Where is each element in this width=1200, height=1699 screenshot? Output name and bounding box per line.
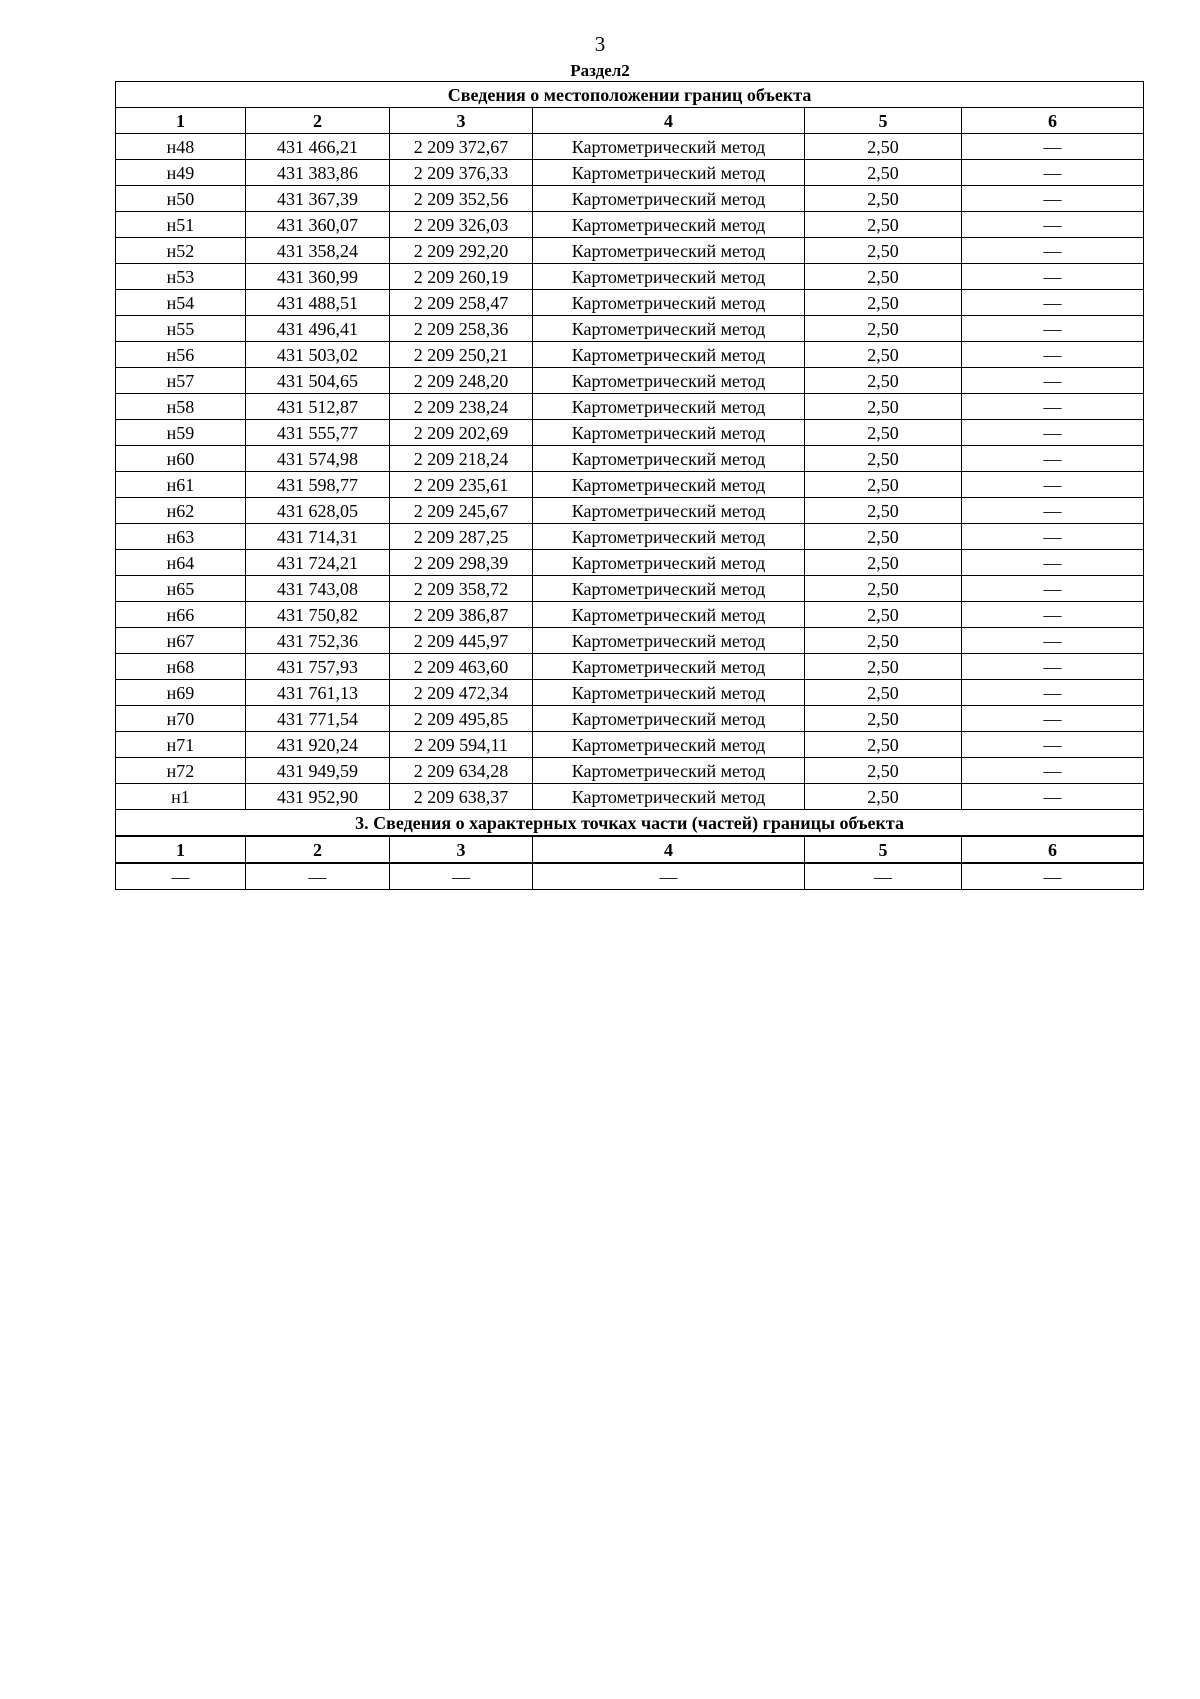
table-row-cell-6: — [962,758,1144,784]
table-row-cell-6: — [962,498,1144,524]
table-row [116,264,1144,290]
table-row-cell-4: Картометрический метод [533,602,805,628]
table2-row-cell-2: — [246,863,390,890]
table-row [116,680,1144,706]
table-row [116,420,1144,446]
table-row-cell-4: Картометрический метод [533,680,805,706]
table-row-cell-3: 2 209 326,03 [390,212,533,238]
table-row-cell-4: Картометрический метод [533,576,805,602]
table-row-cell-5: 2,50 [805,368,962,394]
table-row-cell-6: — [962,680,1144,706]
table-row [116,758,1144,784]
table1-caption-row [116,82,1144,108]
table-row-cell-2: 431 724,21 [246,550,390,576]
table-row [116,524,1144,550]
table2-header-4: 4 [533,836,805,863]
table-row-cell-2: 431 771,54 [246,706,390,732]
table-row-cell-1: н68 [116,654,246,680]
table-row-cell-5: 2,50 [805,290,962,316]
table-row [116,186,1144,212]
table-row [116,550,1144,576]
table-row-cell-5: 2,50 [805,732,962,758]
table-row-cell-1: н62 [116,498,246,524]
table-row-cell-3: 2 209 638,37 [390,784,533,810]
table-row-cell-6: — [962,550,1144,576]
table-row-cell-2: 431 367,39 [246,186,390,212]
table-row-cell-3: 2 209 352,56 [390,186,533,212]
table-row-cell-6: — [962,628,1144,654]
table-row-cell-2: 431 574,98 [246,446,390,472]
table-row-cell-4: Картометрический метод [533,160,805,186]
table-row-cell-6: — [962,394,1144,420]
table-row [116,394,1144,420]
table-row-cell-2: 431 503,02 [246,342,390,368]
table-row-cell-5: 2,50 [805,186,962,212]
table-row-cell-3: 2 209 250,21 [390,342,533,368]
table-row-cell-3: 2 209 386,87 [390,602,533,628]
table-row-cell-5: 2,50 [805,160,962,186]
table2-header-6: 6 [962,836,1144,863]
table-row-cell-2: 431 598,77 [246,472,390,498]
table-row-cell-5: 2,50 [805,498,962,524]
table-row-cell-2: 431 761,13 [246,680,390,706]
table-row [116,576,1144,602]
table-row-cell-5: 2,50 [805,654,962,680]
table-row-cell-3: 2 209 358,72 [390,576,533,602]
table-row-cell-6: — [962,420,1144,446]
table-row-cell-1: н71 [116,732,246,758]
table-row-cell-2: 431 757,93 [246,654,390,680]
table-row-cell-1: н60 [116,446,246,472]
table-row-cell-4: Картометрический метод [533,784,805,810]
table-row-cell-4: Картометрический метод [533,498,805,524]
table-row-cell-1: н52 [116,238,246,264]
table-row-cell-2: 431 752,36 [246,628,390,654]
boundary-table [115,81,1144,890]
table-row-cell-5: 2,50 [805,784,962,810]
table-row-cell-5: 2,50 [805,342,962,368]
table-row-cell-6: — [962,602,1144,628]
table2-row-cell-5: — [805,863,962,890]
table2-header-1: 1 [116,836,246,863]
table-row-cell-5: 2,50 [805,264,962,290]
table1-header-6: 6 [962,108,1144,134]
table-row-cell-3: 2 209 202,69 [390,420,533,446]
table2-row-cell-1: — [116,863,246,890]
table-row [116,784,1144,810]
table-row-cell-4: Картометрический метод [533,264,805,290]
table-row-cell-5: 2,50 [805,524,962,550]
table-row-cell-5: 2,50 [805,628,962,654]
table1-header-row [116,108,1144,134]
table-row-cell-4: Картометрический метод [533,212,805,238]
table-row-cell-1: н67 [116,628,246,654]
table-row-cell-3: 2 209 260,19 [390,264,533,290]
table1-header-3: 3 [390,108,533,134]
table-row-cell-3: 2 209 495,85 [390,706,533,732]
table-row-cell-6: — [962,134,1144,160]
table-row-cell-1: н56 [116,342,246,368]
table-row [116,472,1144,498]
table-row-cell-4: Картометрический метод [533,290,805,316]
table-row-cell-2: 431 920,24 [246,732,390,758]
table-row-cell-1: н61 [116,472,246,498]
table-row-cell-3: 2 209 245,67 [390,498,533,524]
table-row-cell-4: Картометрический метод [533,394,805,420]
table-row-cell-2: 431 714,31 [246,524,390,550]
table-row-cell-1: н1 [116,784,246,810]
table-row-cell-4: Картометрический метод [533,758,805,784]
table2-row-cell-4: — [533,863,805,890]
table-row-cell-5: 2,50 [805,316,962,342]
table-row-cell-6: — [962,212,1144,238]
table-row-cell-2: 431 496,41 [246,316,390,342]
table2-header-2: 2 [246,836,390,863]
table-row-cell-3: 2 209 238,24 [390,394,533,420]
table-row-cell-2: 431 952,90 [246,784,390,810]
table-row-cell-1: н66 [116,602,246,628]
table-row-cell-4: Картометрический метод [533,706,805,732]
table-row-cell-6: — [962,342,1144,368]
page-number: 3 [594,32,606,56]
table-row-cell-4: Картометрический метод [533,342,805,368]
table-row-cell-3: 2 209 218,24 [390,446,533,472]
table1-header-5: 5 [805,108,962,134]
table-row-cell-5: 2,50 [805,446,962,472]
table-row-cell-2: 431 949,59 [246,758,390,784]
table-row-cell-4: Картометрический метод [533,368,805,394]
table-row-cell-1: н49 [116,160,246,186]
table-row [116,498,1144,524]
table-row-cell-4: Картометрический метод [533,654,805,680]
table2-header-row [116,836,1144,863]
table-row-cell-2: 431 360,07 [246,212,390,238]
table-row-cell-6: — [962,160,1144,186]
table-row-cell-3: 2 209 235,61 [390,472,533,498]
table2-row-cell-3: — [390,863,533,890]
table-row-cell-4: Картометрический метод [533,550,805,576]
table-row-cell-2: 431 466,21 [246,134,390,160]
table2-header-3: 3 [390,836,533,863]
table-row-cell-2: 431 628,05 [246,498,390,524]
table-row-cell-1: н55 [116,316,246,342]
table-row-cell-5: 2,50 [805,134,962,160]
table-row-cell-1: н50 [116,186,246,212]
table-row-cell-6: — [962,316,1144,342]
table-row [116,134,1144,160]
table-row-cell-6: — [962,706,1144,732]
table-row-cell-6: — [962,264,1144,290]
table-row-cell-2: 431 743,08 [246,576,390,602]
table-row-cell-5: 2,50 [805,212,962,238]
table-row-cell-5: 2,50 [805,550,962,576]
table-row-cell-6: — [962,368,1144,394]
table-row-cell-5: 2,50 [805,394,962,420]
table-row-cell-6: — [962,576,1144,602]
table-row-cell-4: Картометрический метод [533,238,805,264]
table1-header-1: 1 [116,108,246,134]
table-row-cell-4: Картометрический метод [533,732,805,758]
table-row-cell-3: 2 209 248,20 [390,368,533,394]
table2-caption: 3. Сведения о характерных точках части (частей) границы объекта [116,810,1144,837]
table-row-cell-2: 431 360,99 [246,264,390,290]
table-row-cell-3: 2 209 258,47 [390,290,533,316]
table-row-cell-2: 431 358,24 [246,238,390,264]
table-row-cell-6: — [962,238,1144,264]
table-row-cell-5: 2,50 [805,576,962,602]
table2-row [116,863,1144,890]
table-row-cell-6: — [962,290,1144,316]
table-row-cell-1: н51 [116,212,246,238]
table1-header-2: 2 [246,108,390,134]
table-row-cell-4: Картометрический метод [533,420,805,446]
table-row-cell-5: 2,50 [805,238,962,264]
table-row-cell-3: 2 209 258,36 [390,316,533,342]
table-row-cell-4: Картометрический метод [533,472,805,498]
table-row-cell-3: 2 209 292,20 [390,238,533,264]
table-row-cell-5: 2,50 [805,680,962,706]
table-row-cell-3: 2 209 298,39 [390,550,533,576]
table-row [116,628,1144,654]
table-row [116,238,1144,264]
table1-header-4: 4 [533,108,805,134]
table-row-cell-3: 2 209 287,25 [390,524,533,550]
table-row-cell-4: Картометрический метод [533,186,805,212]
table-row-cell-5: 2,50 [805,706,962,732]
table-row-cell-4: Картометрический метод [533,134,805,160]
table-row-cell-3: 2 209 594,11 [390,732,533,758]
table-row-cell-1: н53 [116,264,246,290]
table-row-cell-3: 2 209 463,60 [390,654,533,680]
table-row-cell-3: 2 209 445,97 [390,628,533,654]
table-row-cell-4: Картометрический метод [533,524,805,550]
table-row-cell-1: н72 [116,758,246,784]
table-row-cell-1: н70 [116,706,246,732]
table-row [116,654,1144,680]
table-row-cell-1: н54 [116,290,246,316]
table-row [116,446,1144,472]
table-row-cell-4: Картометрический метод [533,316,805,342]
table-row [116,602,1144,628]
table-row-cell-1: н48 [116,134,246,160]
table-row [116,316,1144,342]
table-row-cell-3: 2 209 634,28 [390,758,533,784]
table2-caption-row [116,810,1144,837]
table1-caption: Сведения о местоположении границ объекта [116,82,1144,108]
table-row-cell-1: н65 [116,576,246,602]
table-row-cell-1: н64 [116,550,246,576]
table-row [116,342,1144,368]
table-row-cell-6: — [962,732,1144,758]
table-row [116,732,1144,758]
table-row-cell-2: 431 504,65 [246,368,390,394]
table-row-cell-3: 2 209 472,34 [390,680,533,706]
table-row-cell-6: — [962,472,1144,498]
table-row-cell-4: Картометрический метод [533,628,805,654]
table-row [116,290,1144,316]
table-row-cell-6: — [962,524,1144,550]
table-row-cell-2: 431 383,86 [246,160,390,186]
table-row-cell-3: 2 209 376,33 [390,160,533,186]
table-row-cell-1: н57 [116,368,246,394]
table-row-cell-3: 2 209 372,67 [390,134,533,160]
table-row [116,212,1144,238]
table-row-cell-1: н58 [116,394,246,420]
table2-header-5: 5 [805,836,962,863]
table-row-cell-2: 431 488,51 [246,290,390,316]
table2-row-cell-6: — [962,863,1144,890]
table-row-cell-6: — [962,654,1144,680]
table-row [116,368,1144,394]
table-row [116,160,1144,186]
table-row-cell-2: 431 555,77 [246,420,390,446]
table-row-cell-2: 431 750,82 [246,602,390,628]
table-row-cell-4: Картометрический метод [533,446,805,472]
table-row-cell-6: — [962,446,1144,472]
table-row-cell-1: н69 [116,680,246,706]
table-row-cell-5: 2,50 [805,472,962,498]
table-row [116,706,1144,732]
table-row-cell-2: 431 512,87 [246,394,390,420]
table-row-cell-5: 2,50 [805,602,962,628]
table-row-cell-1: н63 [116,524,246,550]
table-row-cell-6: — [962,186,1144,212]
boundary-table-body [116,82,1144,890]
table-row-cell-5: 2,50 [805,758,962,784]
table-row-cell-6: — [962,784,1144,810]
section-title: Раздел2 [570,61,630,80]
table-row-cell-5: 2,50 [805,420,962,446]
table-row-cell-1: н59 [116,420,246,446]
